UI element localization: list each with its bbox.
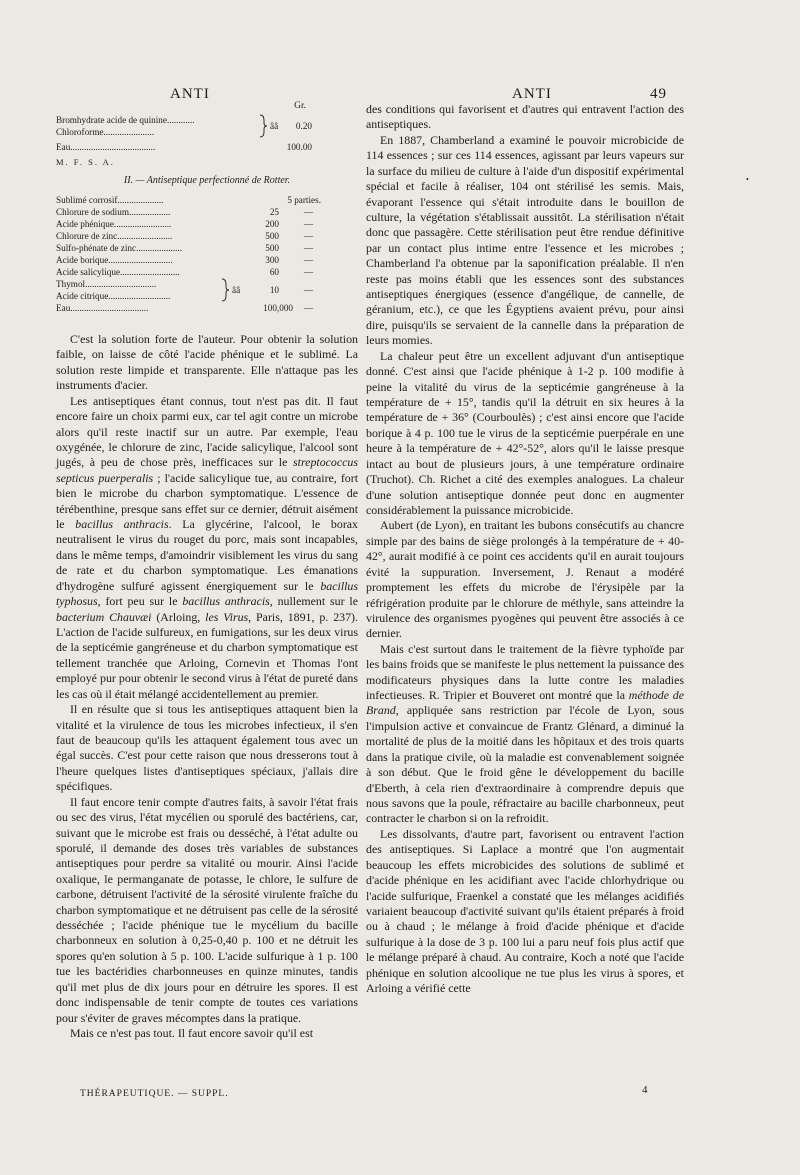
recipe-2-qty: 500 (265, 243, 279, 253)
left-running-header: ANTI (170, 86, 210, 102)
recipe-2-shared-unit: — (303, 285, 313, 295)
recipe-2-qty: 5 parties. (287, 195, 321, 205)
recipe-2-item: Chlorure de zinc........................ (56, 231, 173, 241)
paragraph: Les dissolvants, d'autre part, favorisent ou entravent l'action des antiseptiques. Si Laplace a montré que l'on augmentait beaucoup les effets microbicides des solutions de sublimé et d'acide phénique en les acidifiant avec l'acide chlorhydrique ou l'acide sulfurique, Fraenkel a constaté que les mélanges acidifiés variaient beaucoup d'activité suivant qu'ils étaient préparés à froid ou à chaud ; le mélange à froid d'acide phénique et d'acide sulfurique à la dose de 3 p. 100 lui a paru neuf fois plus actif que le mélange préparé à chaud. Au contraire, Koch a noté que l'acide phénique en solution alcoolique ne tue plus les virus à spores, et Arloing a vérifié cette (366, 826, 684, 996)
recipe-1 (56, 100, 358, 153)
paragraph: Les antiseptiques étant connus, tout n'est pas dit. Il faut encore faire un choix parmi eux, car tel agit contre un microbe alors qu'il reste inactif sur un autre. Par exemple, l'eau oxygénée, le chlorure de zinc, l'acide salicylique, l'alcool sont jugés, à peu de chose près, inefficaces sur le streptococcus septicus puerperalis ; l'acide salicylique tue, au contraire, fort bien le microbe du charbon symptomatique. L'essence de térébenthine, presque sans effet sur ce dernier, détruit aisément le bacillus anthracis. La glycérine, l'alcool, le borax neutralisent le virus du rouget du porc, mais sont incapables, dans le même temps, d'amoindrir visiblement les virus du sang de rate et du charbon symptomatique. Les émanations d'hydrogène sulfuré agissent énergiquement sur le bacillus typhosus, fort peu sur le bacillus anthracis, nullement sur le bacterium Chauvæi (Arloing, les Virus, Paris, 1891, p. 237). L'action de l'acide sulfureux, en fumigations, sur les deux virus de la septicémie gangréneuse et du charbon symptomatique est tellement tranchée que Arloing, Cornevin et Thomas l'ont employé pur pour obtenir le second virus à l'état de pureté dans les cas où il était mélangé accidentellement au premier. (56, 393, 358, 701)
recipe-2-qty: 100,000 (263, 303, 293, 313)
right-column (366, 102, 684, 996)
recipe-2-title (56, 175, 358, 186)
left-body-text (56, 332, 358, 1041)
recipe-2-unit: — (303, 243, 313, 253)
recipe-1-shared-label: ââ (270, 121, 279, 131)
signature-mark: 4 (642, 1084, 648, 1096)
recipe-2-unit: — (303, 255, 313, 265)
recipe-2-qty: 200 (265, 219, 279, 229)
recipe-2-item: Eau.................................. (56, 303, 149, 313)
paragraph: des conditions qui favorisent et d'autres qui entravent l'action des antiseptiques. (366, 102, 684, 132)
recipe-2-item: Acide citrique........................... (56, 291, 171, 301)
recipe-2-unit: — (303, 219, 313, 229)
recipe-1-item: Bromhydrate acide de quinine............ (56, 115, 195, 125)
recipe-2-title-text: II. — Antiseptique perfectionné de Rotter. (123, 175, 291, 186)
recipe-2-unit: — (303, 231, 313, 241)
paragraph: Mais c'est surtout dans le traitement de la fièvre typhoïde par les bains froids que se manifeste le plus nettement la puissance des modificateurs physiques dans la lutte contre les maladies infectieuses. R. Tripier et Bouveret ont montré que la méthode de Brand, appliquée sans restriction par l'école de Lyon, sous l'impulsion active et convaincue de Frantz Glénard, a diminué la mortalité de plus de la moitié dans les hôpitaux et des trois quarts dans la pratique civile, où la maladie est convenablement soignée à son début. Que le froid gêne le développement du bacille d'Eberth, à cela rien d'extraordinaire à comprendre depuis que nous savons que la poule, réfractaire au bacille charbonneux, peut contracter le charbon si on la refroidit. (366, 641, 684, 826)
recipe-1-item: Eau..................................... (56, 142, 156, 152)
left-column (56, 100, 358, 1041)
paragraph: La chaleur peut être un excellent adjuvant d'un antiseptique donné. C'est ainsi que l'acide phénique à 1-2 p. 100 modifie à peine la vitalité du virus de la septicémie gangréneuse à la température de + 15°, tandis qu'il la détruit en six heures à la température de + 36° (Courboulès) ; c'est ainsi encore que l'acide borique à 4 p. 100 tue le virus de la septicémie puerpérale en une heure à la température de + 42°-52°, alors qu'il le laisse presque intact au bout de plusieurs jours, à une température ordinaire (Truchot). Ch. Richet a cité des exemples analogues. La chaleur d'une solution antiseptique donnée peut donc en augmenter considérablement la puissance microbicide. (366, 348, 684, 517)
right-running-header: ANTI (512, 86, 552, 102)
paragraph: Mais ce n'est pas tout. Il faut encore savoir qu'il est (70, 1025, 314, 1040)
recipe-2-shared-label: ââ (232, 285, 241, 295)
recipe-2-item: Acide phénique......................... (56, 219, 172, 229)
recipe-1-item: Chloroforme...................... (56, 127, 154, 137)
brace-icon (220, 278, 230, 305)
recipe-2-item: Sulfo-phénate de zinc.................... (56, 243, 183, 253)
recipe-2-item: Acide salicylique.......................... (56, 267, 180, 277)
footer-running-title: THÉRAPEUTIQUE. — SUPPL. (80, 1089, 229, 1099)
paragraph: Il en résulte que si tous les antiseptiques attaquent bien la vitalité et la virulence de tous les microbes infectieux, il s'en faut de beaucoup qu'ils les attaquent également tous avec un égal succès. C'est pour cette raison que nous dresserons tout à l'heure quelques listes d'antiseptiques spéciaux, j'allais dire spécifiques. (56, 702, 358, 794)
recipe-2-item: Acide borique............................ (56, 255, 173, 265)
paragraph: C'est la solution forte de l'auteur. Pour obtenir la solution faible, on laisse de côté l'acide phénique et le sublimé. La solution reste limpide et transparente. Elle n'attaque pas les instruments d'acier. (56, 332, 358, 393)
recipe-2-item: Sublimé corrosif.................... (56, 195, 164, 205)
recipe-1-signature: M. F. S. A. (56, 157, 115, 167)
paragraph: Il faut encore tenir compte d'autres faits, à savoir l'état frais ou sec des virus, l'état mycélien ou sporulé des bactériens, car, suivant que le microbe est frais ou desséché, à l'état adulte ou sporulé, il demande des doses très variables de substances antiseptiques pour perdre sa vitalité ou mourir. Ainsi l'acide oxalique, le permanganate de potasse, le chlore, le sulfure de carbone, détruisent l'activité de la sérosité virulente fraîche du charbon symptomatique et ne détruisent pas celle de la sérosité desséchée ; l'acide phénique tue le mycélium du bacille charbonneux en solution à 0,25-0,40 p. 100 et ne détruit les spores qu'en solution à 5 p. 100. L'acide sulfurique à 1 p. 100 tue les bactéridies charbonneuses en quinze minutes, tandis qu'il met plus de dix jours pour en détruire les spores. Il est donc indispensable de tenir compte de toutes ces variations pour s'éviter de graves mécomptes dans la pratique. (56, 794, 358, 1025)
recipe-2-qty: 300 (265, 255, 279, 265)
recipe-2-qty: 500 (265, 231, 279, 241)
recipe-2-qty: 25 (269, 207, 279, 217)
recipe-1-qty: 100.00 (286, 142, 312, 152)
recipe-2-item: Thymol............................... (56, 279, 157, 289)
recipe-2-shared-qty: 10 (269, 285, 279, 295)
paragraph: En 1887, Chamberland a examiné le pouvoir microbicide de 114 essences ; sur ces 114 essences, agissant par leurs vapeurs sur la surface du milieu de culture à l'aide d'un dispositif expérimental spécial et facile à réaliser, 104 ont stérilisé les semis. Mais, évaporant l'essence qui s'était introduite dans le bouillon de culture, la végétation s'établissait aussitôt. La stérilisation n'était donc que passagère. Cette stérilisation peut être rendue définitive par un contact plus intime entre l'essence et les microbes ; Chamberland l'a obtenue par la saponification préalable. Il n'en reste pas moins établi que les essences sont des substances antiseptiques énergiques (essence d'angélique, de cannelle, de géranium, etc.), ce que les Égyptiens avaient prévu, pour ainsi dire, puisqu'ils se servaient de la cannelle dans la préparation de leurs momies. (366, 132, 684, 348)
recipe-1-unit-header: Gr. (294, 101, 306, 111)
paragraph: Aubert (de Lyon), en traitant les bubons consécutifs au chancre simple par des bains de siège prolongés à la température de + 40-42°, aurait modifié à ce point ces accidents qu'il en aurait toujours évité la suppuration. Inversement, J. Renaut a modéré promptement les effets du microbe de l'érysipèle par la réfrigération produite par le chlorure de méthyle, sans atteindre la virulence des organismes pyogènes qui peuvent être associés à ce dernier. (366, 518, 684, 641)
recipe-2-qty: 60 (269, 267, 279, 277)
recipe-2-unit: — (303, 267, 313, 277)
recipe-2-unit: — (303, 303, 313, 313)
brace-icon (258, 114, 268, 138)
recipe-2 (56, 194, 321, 314)
recipe-2-item: Chlorure de sodium.................. (56, 207, 171, 217)
recipe-2-unit: — (303, 207, 313, 217)
recipe-1-shared-qty: 0.20 (295, 121, 312, 131)
margin-dot: • (746, 175, 749, 184)
page-number: 49 (650, 86, 667, 102)
